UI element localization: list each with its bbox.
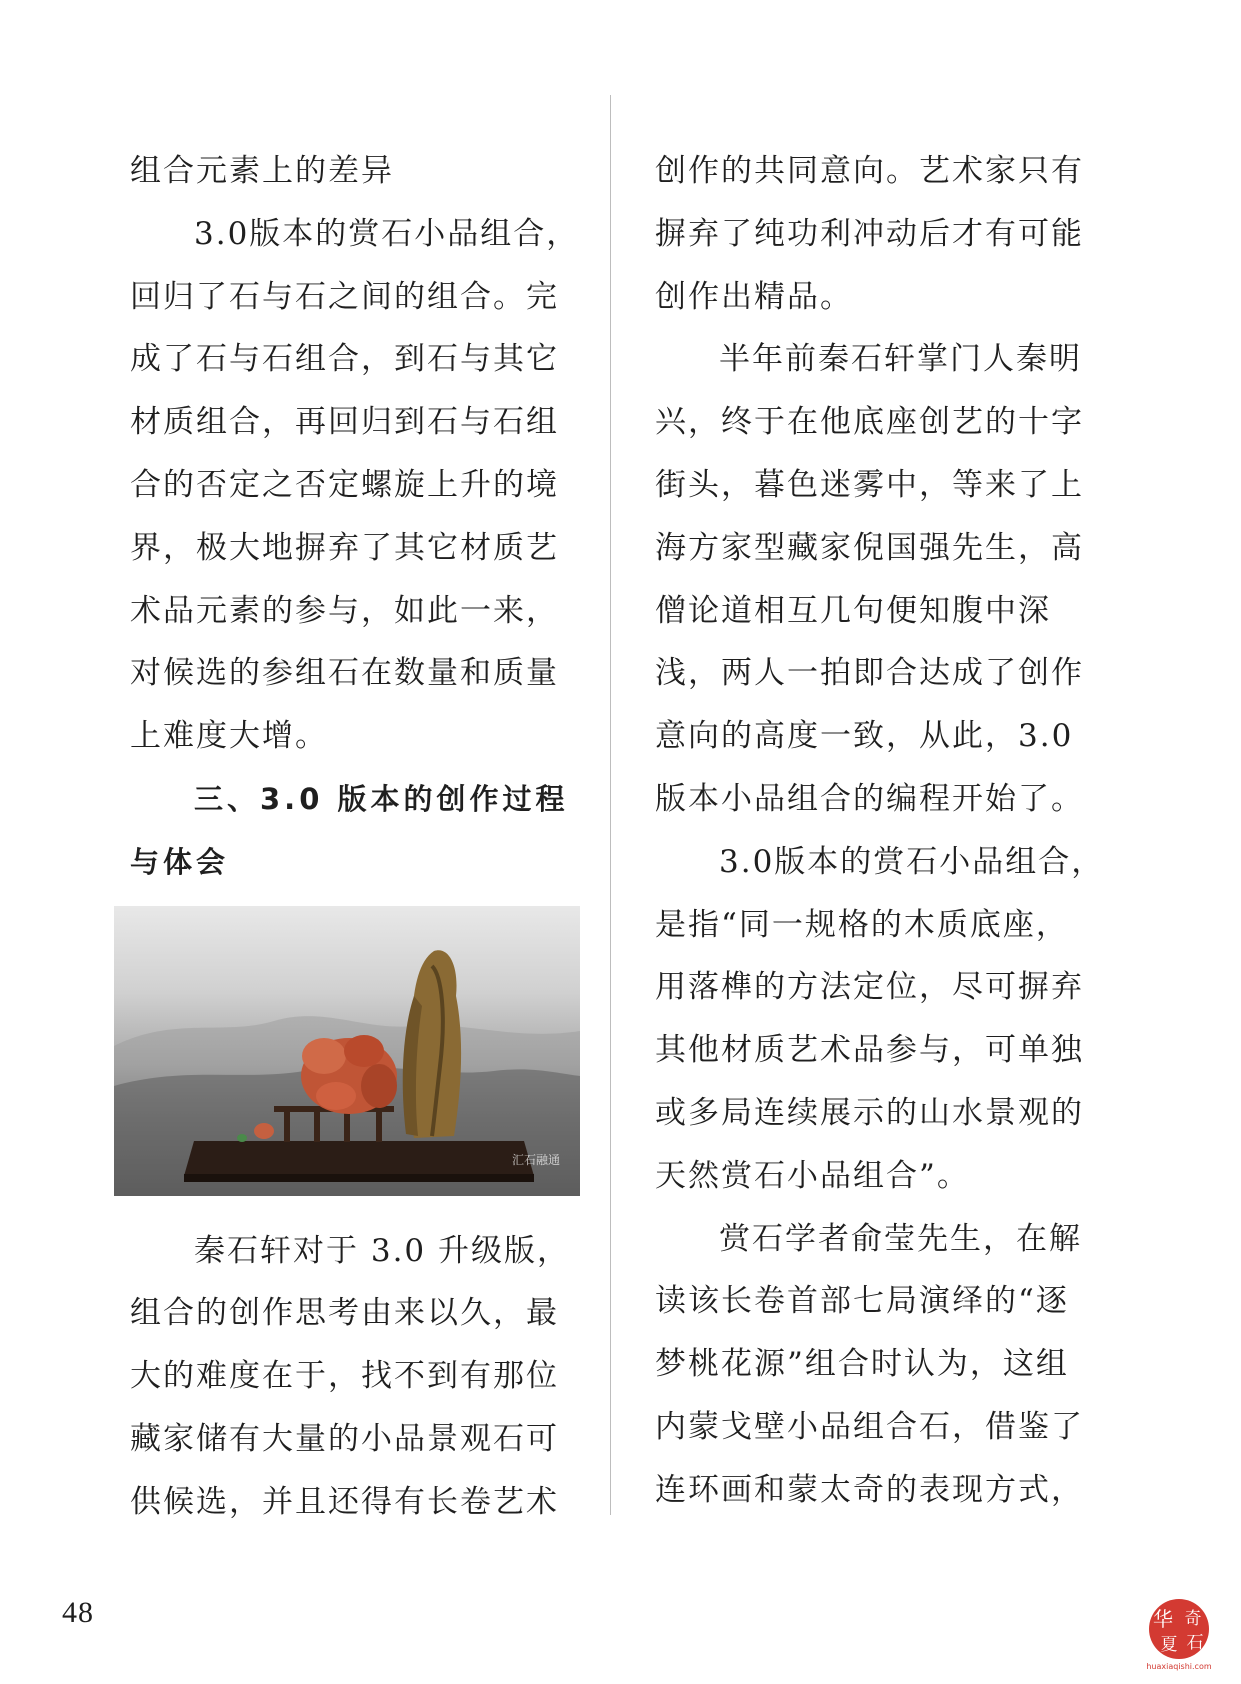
body-line: 僧论道相互几句便知腹中深 xyxy=(655,592,1051,629)
logo-url[interactable]: huaxiaqishi.com xyxy=(1146,1662,1212,1671)
photo-watermark: 汇石融通 xyxy=(511,1152,560,1167)
body-line: 其他材质艺术品参与，可单独 xyxy=(655,1032,1084,1069)
body-line: 组合的创作思考由来以久，最 xyxy=(130,1295,559,1332)
body-line: 内蒙戈壁小品组合石，借鉴了 xyxy=(655,1408,1084,1445)
page-number: 48 xyxy=(62,1596,94,1629)
body-line: 术品元素的参与，如此一来， xyxy=(130,592,559,629)
body-line: 3.0版本的赏石小品组合， xyxy=(194,215,580,252)
body-line: 半年前秦石轩掌门人秦明 xyxy=(719,341,1082,378)
body-line: 合的否定之否定螺旋上升的境 xyxy=(130,466,559,503)
body-line: 梦桃花源”组合时认为，这组 xyxy=(655,1346,1069,1383)
logo-char: 石 xyxy=(1186,1633,1204,1653)
body-line: 创作出精品。 xyxy=(655,278,853,315)
column-divider xyxy=(610,95,611,1515)
body-line: 成了石与石组合，到石与其它 xyxy=(130,341,559,378)
body-line: 大的难度在于，找不到有那位 xyxy=(130,1358,559,1395)
body-line: 藏家储有大量的小品景观石可 xyxy=(130,1420,559,1457)
logo-seal-icon xyxy=(1139,1596,1219,1662)
body-line: 赏石学者俞莹先生，在解 xyxy=(719,1220,1082,1257)
body-line: 读该长卷首部七局演绎的“逐 xyxy=(655,1283,1069,1320)
body-line: 3.0版本的赏石小品组合， xyxy=(719,843,1105,880)
body-line: 街头，暮色迷雾中，等来了上 xyxy=(655,466,1084,503)
body-line: 浅，两人一拍即合达成了创作 xyxy=(655,655,1084,692)
body-line: 创作的共同意向。艺术家只有 xyxy=(655,153,1084,189)
body-line: 材质组合，再回归到石与石组 xyxy=(130,404,559,441)
body-line: 上难度大增。 xyxy=(130,718,328,755)
body-line: 回归了石与石之间的组合。完 xyxy=(130,278,559,315)
body-line: 供候选，并且还得有长卷艺术 xyxy=(130,1483,559,1520)
stone-arrangement-illustration xyxy=(114,906,580,1196)
body-line: 用落榫的方法定位，尽可摒弃 xyxy=(655,969,1084,1006)
body-line: 版本小品组合的编程开始了。 xyxy=(655,780,1084,817)
site-logo xyxy=(1139,1596,1219,1678)
body-line: 摒弃了纯功利冲动后才有可能 xyxy=(655,215,1084,252)
body-line: 海方家型藏家倪国强先生，高 xyxy=(655,529,1084,566)
logo-char: 夏 xyxy=(1160,1635,1178,1655)
left-column xyxy=(130,140,590,1534)
body-line: 界，极大地摒弃了其它材质艺 xyxy=(130,529,559,566)
section-heading-continued: 与体会 xyxy=(130,844,230,879)
body-line: 连环画和蒙太奇的表现方式， xyxy=(655,1471,1084,1508)
stone-arrangement-photo xyxy=(114,906,580,1196)
body-line: 或多局连续展示的山水景观的 xyxy=(655,1094,1084,1131)
body-line: 兴，终于在他底座创艺的十字 xyxy=(655,404,1084,441)
body-line: 意向的高度一致，从此，3.0 xyxy=(655,718,1074,755)
body-line: 对候选的参组石在数量和质量 xyxy=(130,655,559,692)
section-heading: 三、3.0 版本的创作过程 xyxy=(194,781,569,816)
body-line: 组合元素上的差异 xyxy=(130,153,394,189)
body-line: 是指“同一规格的木质底座， xyxy=(655,906,1069,943)
right-column xyxy=(655,140,1105,1522)
logo-char: 奇 xyxy=(1184,1609,1202,1629)
body-line: 秦石轩对于 3.0 升级版， xyxy=(194,1232,571,1269)
body-line: 天然赏石小品组合”。 xyxy=(655,1157,970,1194)
logo-char: 华 xyxy=(1153,1607,1173,1631)
